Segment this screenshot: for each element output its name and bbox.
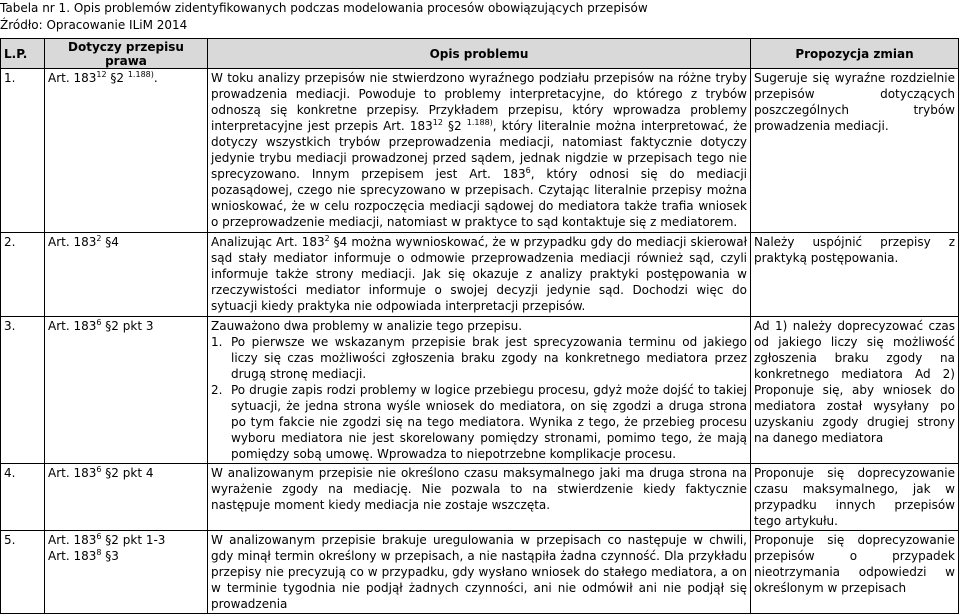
header-dotyczy: Dotyczy przepisu prawa [45, 39, 208, 69]
cell-article: Art. $183^6$ §2 pkt 1-3 Art. $183^8$ §3 [45, 531, 208, 614]
table-row [1, 233, 959, 317]
cell-problem-description: Analizując Art. $183^2$ §4 można wywnioskować, że w przypadku gdy do mediacji skierował sąd stały mediator informuje o odmowie przeprowadzenia mediacji również sąd, czyli informuje także strony mediacji. Jak się okazuje z analizy praktyki postępowania w rzeczywistości mediator informuje o swojej decyzji jedynie sąd. Dochodzi więc do sytuacji kiedy praktyka nie odpowiada interpretacji przepisów. [208, 233, 751, 317]
cell-proposal: Należy uspójnić przepisy z praktyką postępowania. [751, 233, 959, 317]
table-row [1, 531, 959, 614]
header-opis: Opis problemu [208, 39, 751, 69]
cell-problem-description: W toku analizy przepisów nie stwierdzono wyraźnego podziału przepisów na różne tryby prowadzenia mediacji. Powoduje to problemy interpretacyjne, do którego z trybów odnoszą się konkretne przepisy. Przykładem przepisu, który wprowadza problemy interpretacyjne jest przepis Art. $183^{12}$ §2 $^{1.188)}$, który literalnie można interpretować, że dotyczy wszystkich trybów przeprowadzenia mediacji, natomiast faktycznie dotyczy jedynie trybu mediacji prowadzonej przed sądem, jednak nigdzie w przepisach tego nie sprecyzowano. Innym przepisem jest Art. $183^6$, który odnosi się do mediacji pozasądowej, czego nie sprecyzowano w przepisach. Czytając literalnie przepisy można wnioskować, że w celu rozpoczęcia mediacji sądowej do mediatora także trafia wniosek o przeprowadzenie mediacji, natomiast w praktyce to sąd kontaktuje się z mediatorem. [208, 69, 751, 233]
table-caption-source: Źródło: Opracowanie ILiM 2014 [0, 18, 188, 32]
cell-proposal: Ad 1) należy doprecyzować czas od jakiego liczy się możliwość zgłoszenia braku zgody na konkretnego mediatora Ad 2) Proponuje się, aby wniosek do mediatora został wysyłany po uzyskaniu zgody drugiej strony na danego mediatora [751, 317, 959, 464]
problems-table [0, 38, 959, 614]
cell-problem-description [208, 317, 751, 464]
table-row [1, 464, 959, 531]
cell-lp: 2. [1, 233, 45, 317]
cell-article: Art. $183^6$ §2 pkt 3 [45, 317, 208, 464]
cell-lp: 1. [1, 69, 45, 233]
cell-article: Art. $183^{12}$ §2 $^{1.188)}$. [45, 69, 208, 233]
table-row [1, 69, 959, 233]
table-header-row [1, 39, 959, 69]
list-item: 2. Po drugie zapis rodzi problemy w logice przebiegu procesu, gdyż może dojść to takiej sytuacji, że jedna strona wyśle wniosek do mediatora, on się zgodzi a druga strona po tym fakcie nie zgodzi się na tego mediatora. Wynika z tego, że przebieg procesu wyboru mediatora nie jest skorelowany pomiędzy stronami, pomimo tego, że mają pomiędzy sobą umowę. Wprowadza to niepotrzebne komplikacje procesu. [211, 383, 747, 461]
problem-intro: Zauważono dwa problemy w analizie tego przepisu. [211, 319, 523, 333]
cell-problem-description: W analizowanym przepisie nie określono czasu maksymalnego jaki ma druga strona na wyrażenie zgody na mediację. Nie pozwala to na stwierdzenie kiedy faktycznie następuje moment kiedy mediacja nie zostaje wszczęta. [208, 464, 751, 531]
table-caption-title: Tabela nr 1. Opis problemów zidentyfikowanych podczas modelowania procesów obowiązujących przepisów [0, 1, 648, 15]
cell-article: Art. $183^2$ §4 [45, 233, 208, 317]
cell-proposal: Proponuje się doprecyzowanie czasu maksymalnego, jak w przypadku innych przepisów tego artykułu. [751, 464, 959, 531]
cell-lp: 4. [1, 464, 45, 531]
problem-list [211, 334, 747, 462]
cell-lp: 5. [1, 531, 45, 614]
header-propozycja: Propozycja zmian [751, 39, 959, 69]
list-item: 1. Po pierwsze we wskazanym przepisie brak jest sprecyzowania terminu od jakiego liczy się czas możliwości zgłoszenia braku zgody na konkretnego mediatora przez drugą stronę mediacji. [211, 335, 747, 381]
table-row [1, 317, 959, 464]
cell-article: Art. $183^6$ §2 pkt 4 [45, 464, 208, 531]
cell-lp: 3. [1, 317, 45, 464]
cell-proposal: Proponuje się doprecyzowanie przepisów o przypadek nieotrzymania odpowiedzi w określonym w przepisach [751, 531, 959, 614]
cell-problem-description: W analizowanym przepisie brakuje uregulowania w przepisach co następuje w chwili, gdy minął termin określony w przepisach, a nie nastąpiła żadna czynność. Dla przykładu przepisy nie precyzują co w przypadku, gdy wysłano wniosek do stałego mediatora, a on w terminie tygodnia nie podjął żadnych czynności, ani nie odmówił ani nie podjął się prowadzenia [208, 531, 751, 614]
cell-proposal: Sugeruje się wyraźne rozdzielnie przepisów dotyczących poszczególnych trybów prowadzenia mediacji. [751, 69, 959, 233]
header-lp: L.P. [1, 39, 45, 69]
